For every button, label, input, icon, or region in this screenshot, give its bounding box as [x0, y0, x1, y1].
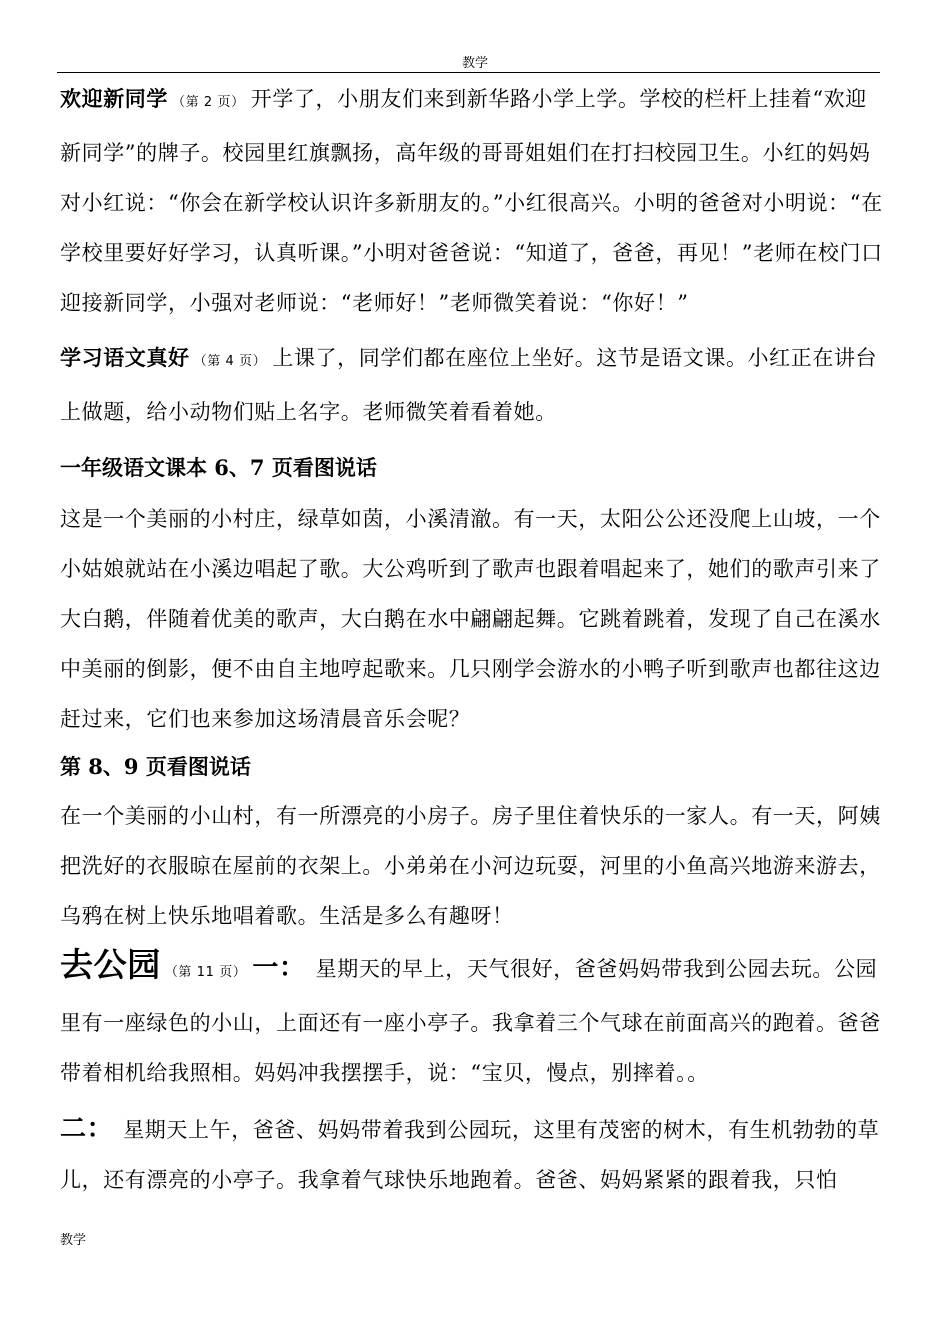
- page-footer: 教学: [60, 1233, 87, 1248]
- section-park-body-two: 星期天上午，爸爸、妈妈带着我到公园玩，这里有茂密的树木，有生机勃勃的草儿，还有漂亮的小亭子。我拿着气球快乐地跑着。爸爸、妈妈紧紧的跟着我，只怕: [60, 1118, 880, 1192]
- header-divider: [57, 72, 880, 73]
- section-welcome: [60, 74, 883, 328]
- section-park-number-one: 一：: [252, 953, 306, 983]
- section-pages67-heading: 一年级语文课本 6、7 页看图说话: [60, 455, 377, 480]
- page-header: 教学: [461, 56, 488, 71]
- section-welcome-body: 开学了，小朋友们来到新华路小学上学。学校的栏杆上挂着“欢迎新同学”的牌子。校园里红旗飘扬，高年级的哥哥姐姐们在打扫校园卫生。小红的妈妈对小红说：“你会在新学校认识许多新朋友的。”小红很高兴。小明的爸爸对小明说：“在学校里要好好学习，认真听课。”小明对爸爸说：“知道了，爸爸，再见！”老师在校门口迎接新同学，小强对老师说：“老师好！”老师微笑着说：“你好！”: [60, 87, 883, 315]
- section-park-two: [60, 1104, 883, 1205]
- section-chinese-title: 学习语文真好: [60, 345, 190, 370]
- section-chinese: [60, 333, 883, 437]
- section-park-title: 去公园: [60, 945, 161, 984]
- section-pages67-body: 这是一个美丽的小村庄，绿草如茵，小溪清澈。有一天，太阳公公还没爬上山坡，一个小姑娘就站在小溪边唱起了歌。大公鸡听到了歌声也跟着唱起来了，她们的歌声引来了大白鹅，伴随着优美的歌声，大白鹅在水中翩翩起舞。它跳着跳着，发现了自己在溪水中美丽的倒影，便不由自主地哼起歌来。几只刚学会游水的小鸭子听到歌声也都往这边赶过来，它们也来参加这场清晨音乐会呢？: [60, 507, 881, 731]
- section-welcome-title: 欢迎新同学: [60, 86, 168, 111]
- section-park-number-two: 二：: [60, 1114, 114, 1144]
- section-chinese-body: 上课了，同学们都在座位上坐好。这节是语文课。小红正在讲台上做题，给小动物们贴上名字。老师微笑着看着她。: [60, 346, 878, 424]
- section-park: [60, 940, 883, 1098]
- section-pages89-heading: 第 8、9 页看图说话: [60, 754, 251, 779]
- section-pages89-body: 在一个美丽的小山村，有一所漂亮的小房子。房子里住着快乐的一家人。有一天，阿姨把洗好的衣服晾在屋前的衣架上。小弟弟在小河边玩耍，河里的小鱼高兴地游来游去，乌鸦在树上快乐地唱着歌。生活是多么有趣呀！: [60, 804, 881, 928]
- section-park-page-note: （第 11 页）: [164, 965, 247, 980]
- section-park-body-one: 星期天的早上，天气很好，爸爸妈妈带我到公园去玩。公园里有一座绿色的小山，上面还有一座小亭子。我拿着三个气球在前面高兴的跑着。爸爸带着相机给我照相。妈妈冲我摆摆手，说：“宝贝，慢点，别摔着。。: [60, 957, 881, 1085]
- section-welcome-page-note: （第 2 页）: [172, 95, 245, 110]
- section-chinese-page-note: （第 4 页）: [193, 354, 267, 369]
